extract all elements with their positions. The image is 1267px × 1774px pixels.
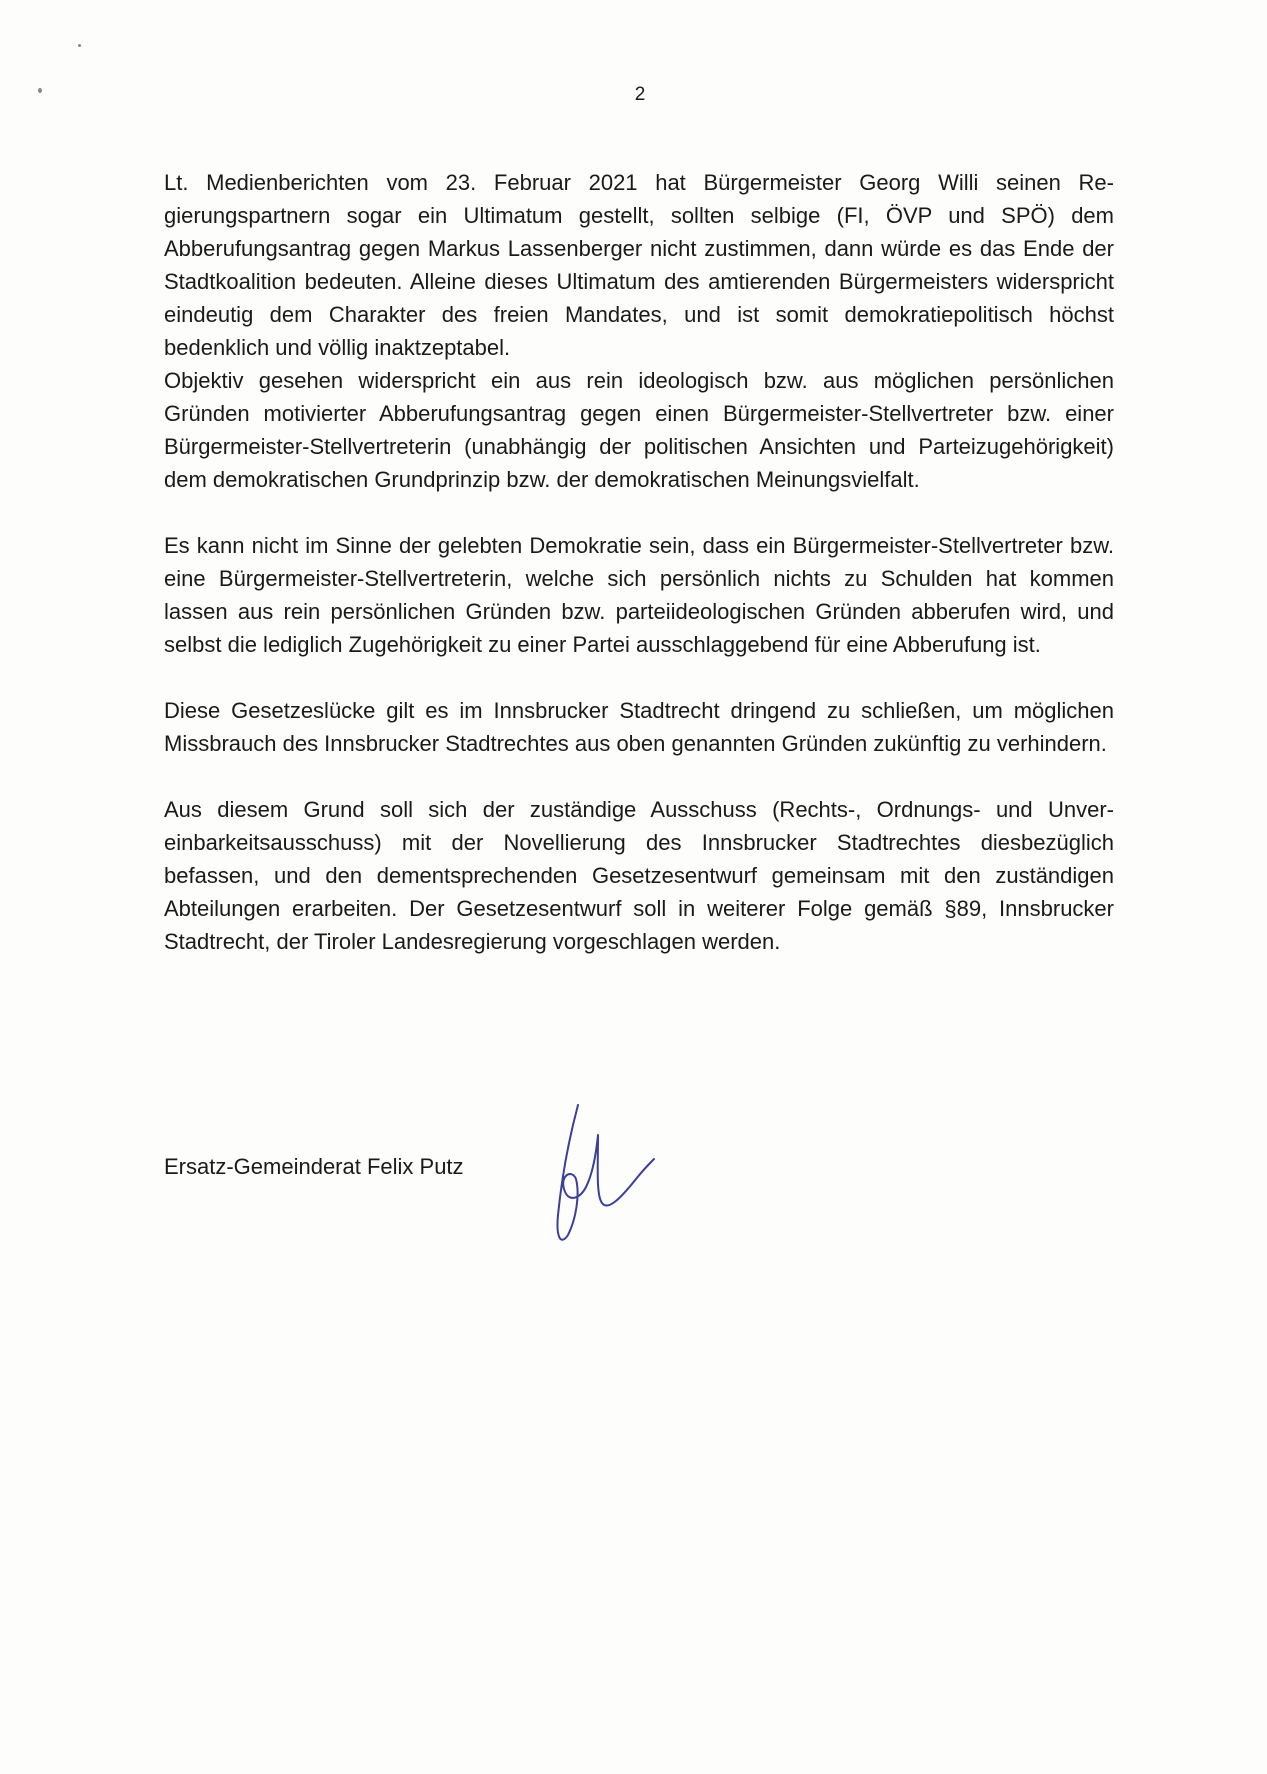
scan-speck [38, 88, 42, 93]
paragraph-ultimatum: Lt. Medienberichten vom 23. Februar 2021 hat Bürgermeister Georg Willi seinen Regierungspartnern sogar ein Ultimatum gestellt, sollten selbige (FI, ÖVP und SPÖ) dem Abberufungsantrag gegen Markus Lassenberger nicht zustimmen, dann würde es das Ende der Stadtkoalition bedeuten. Alleine dieses Ultimatum des amtierenden Bürgermeisters widerspricht eindeutig dem Charakter des freien Mandates, und ist somit demokratiepolitisch höchst bedenklich und völlig inaktzeptabel. [164, 170, 1114, 360]
paragraph-committee: Aus diesem Grund soll sich der zuständige Ausschuss (Rechts-, Ordnungs- und Unvereinbarkeitsausschuss) mit der Novellierung des Innsbrucker Stadtrechtes diesbezüglich befassen, und den dementsprechenden Gesetzesentwurf gemeinsam mit den zuständigen Abteilungen erarbeiten. Der Gesetzesentwurf soll in weiterer Folge gemäß §89, Innsbrucker Stadtrecht, der Tiroler Landesregierung vorgeschlagen werden. [164, 797, 1114, 954]
handwritten-signature [540, 1095, 680, 1255]
paragraph-legal-gap: Diese Gesetzeslücke gilt es im Innsbrucker Stadtrecht dringend zu schließen, um möglichen Missbrauch des Innsbrucker Stadtrechtes aus oben genannten Gründen zukünftig zu verhindern. [164, 698, 1114, 756]
paragraph-democracy: Es kann nicht im Sinne der gelebten Demokratie sein, dass ein Bürgermeister-Stellvertreter bzw. eine Bürgermeister-Stellvertreterin, welche sich persönlich nichts zu Schulden hat kommen lassen aus rein persönlichen Gründen bzw. parteiideologischen Gründen abberufen wird, und selbst die lediglich Zugehörigkeit zu einer Partei ausschlaggebend für eine Abberufung ist. [164, 533, 1114, 657]
page-number: 2 [634, 84, 646, 105]
signatory-name: Ersatz-Gemeinderat Felix Putz [164, 1154, 464, 1179]
paragraph-objective: Objektiv gesehen widerspricht ein aus rein ideologisch bzw. aus möglichen persönlichen Gründen motivierter Abberufungsantrag gegen einen Bürgermeister-Stellvertreter bzw. einer Bürgermeister-Stellvertreterin (unabhängig der politischen Ansichten und Parteizugehörigkeit) dem demokratischen Grundprinzip bzw. der demokratischen Meinungsvielfalt. [164, 368, 1114, 492]
scan-speck [78, 44, 81, 47]
document-body [164, 166, 1114, 958]
